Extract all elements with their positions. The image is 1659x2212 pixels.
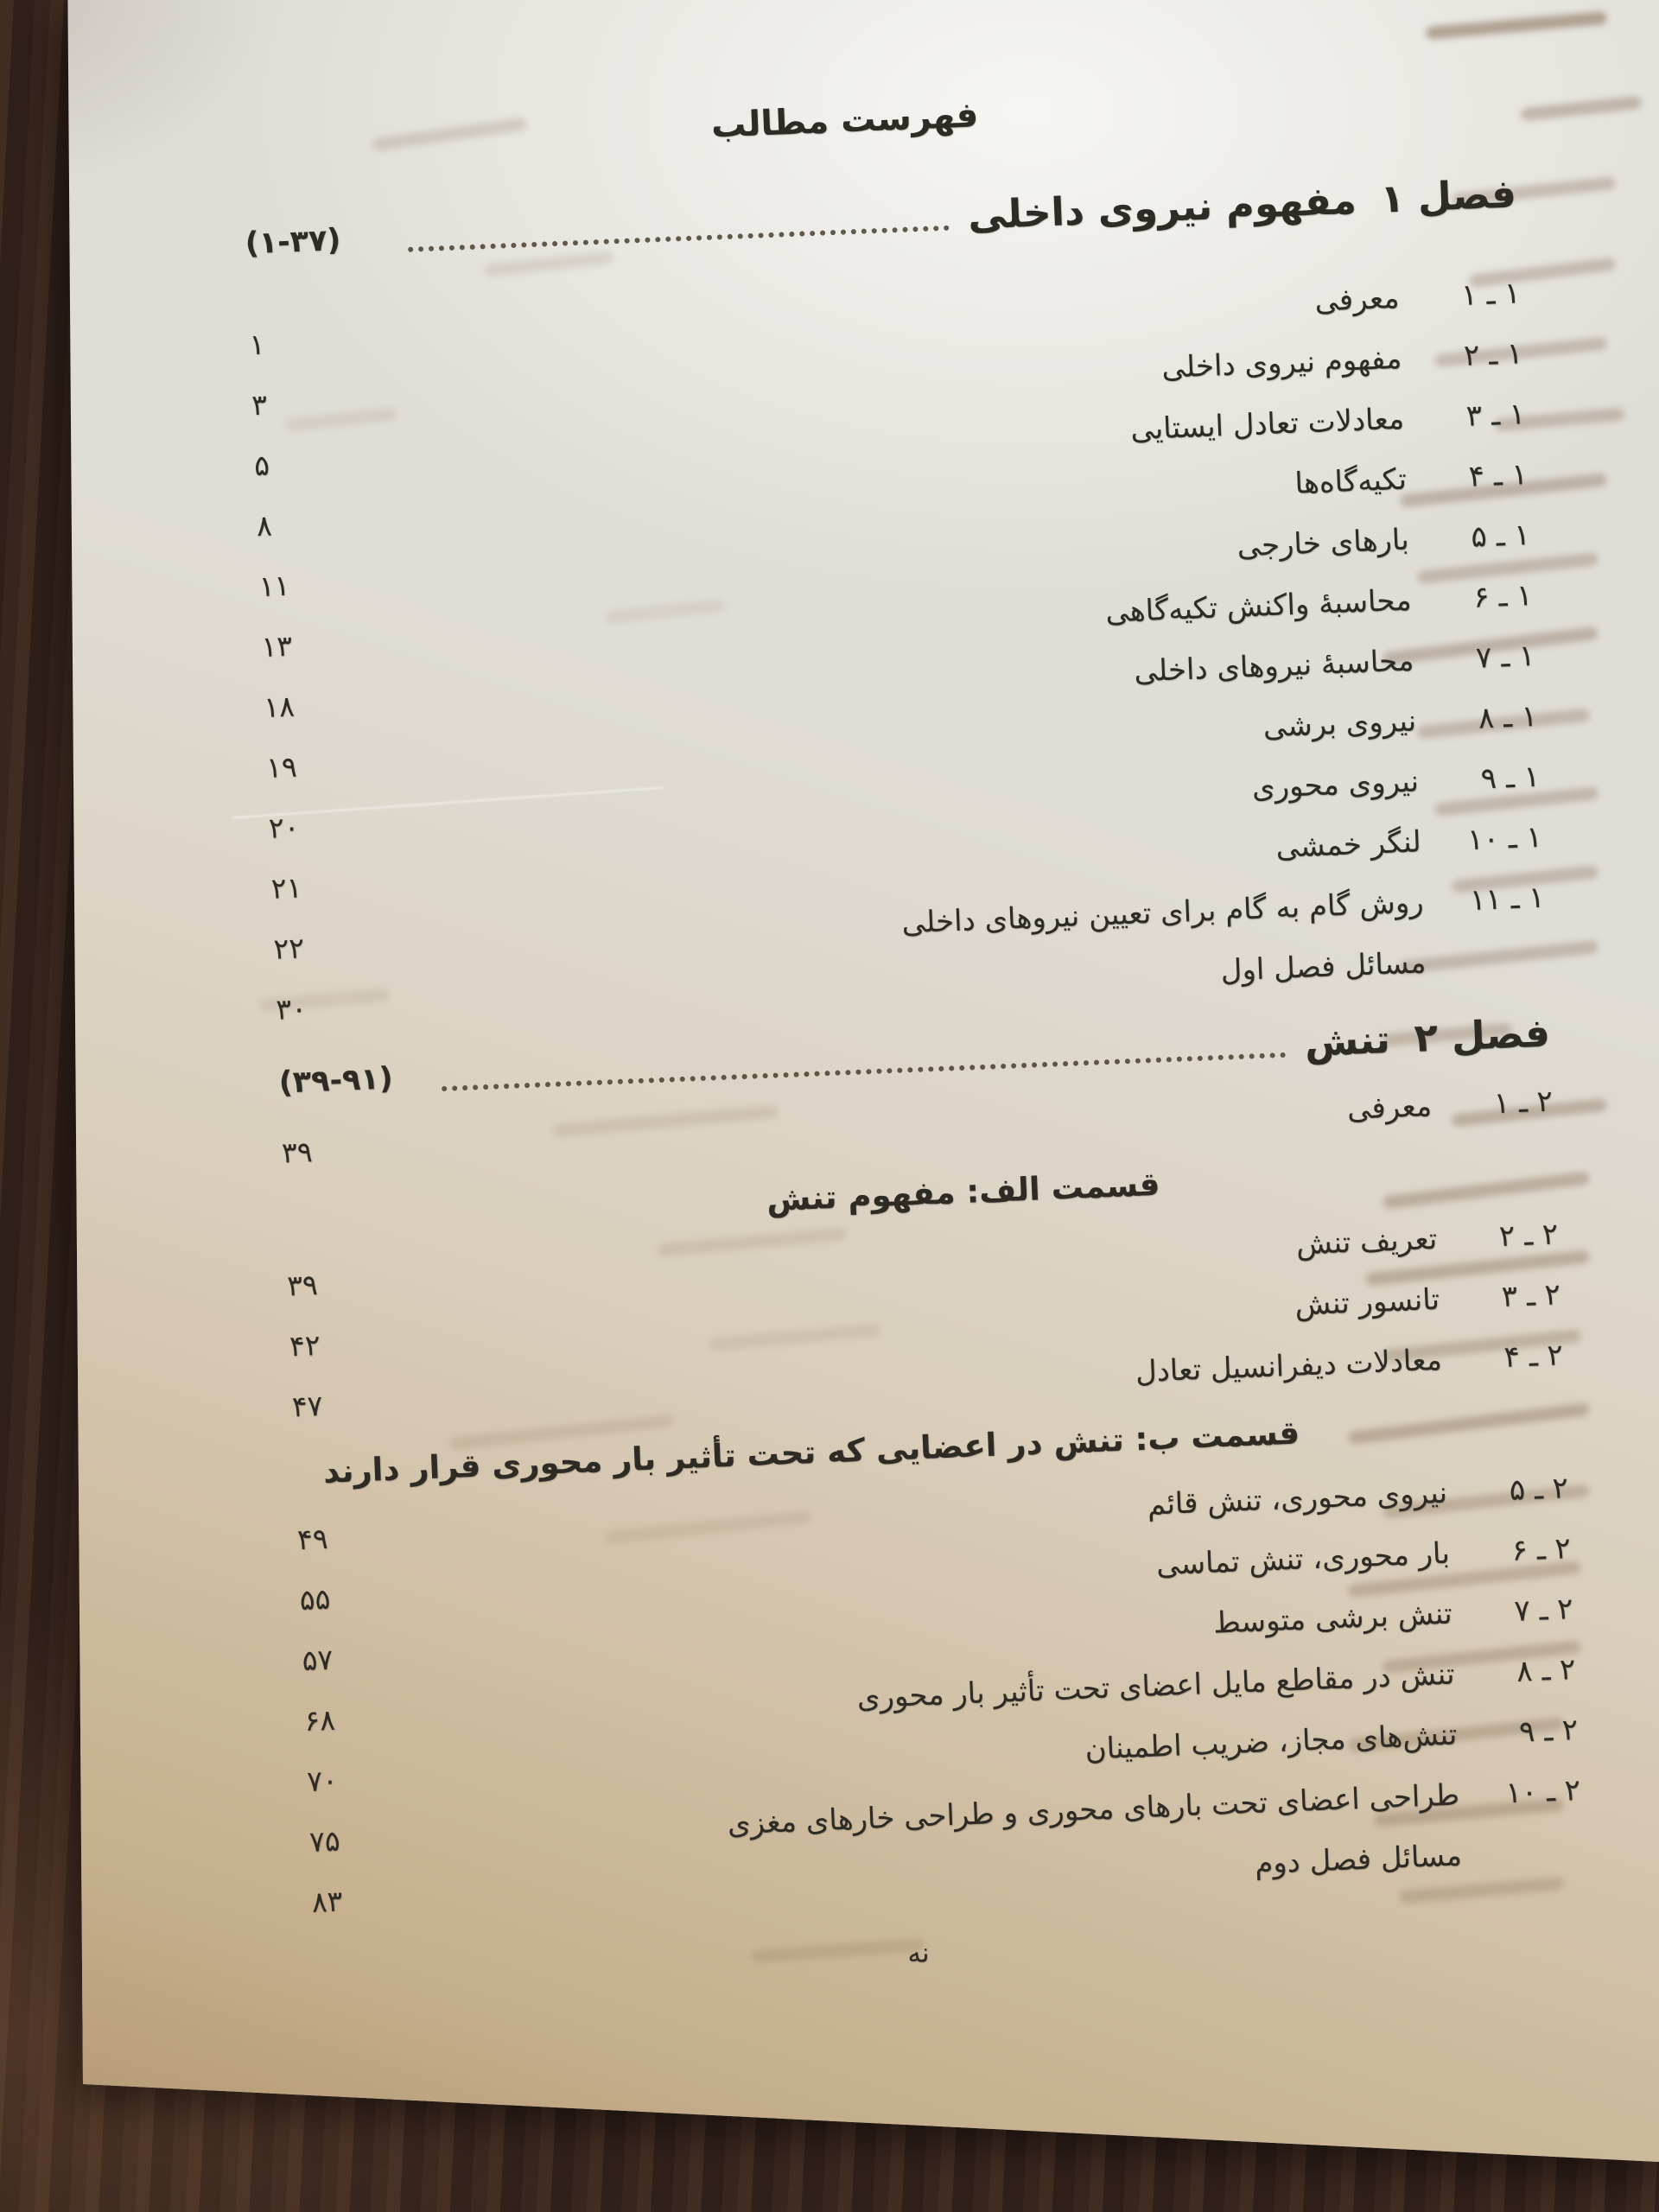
dot-leader xyxy=(441,1018,1287,1091)
item-page-number: ۲۰ xyxy=(268,809,301,845)
row-spacer xyxy=(399,1245,1296,1281)
item-title: نیروی محوری، تنش قائم xyxy=(1146,1475,1448,1522)
item-number: ۱ ـ ۵ xyxy=(1470,518,1531,555)
item-page-number: ۴۷ xyxy=(291,1388,324,1423)
item-number: ۱ ـ ۱۰ xyxy=(1466,819,1543,858)
row-spacer xyxy=(361,302,1314,340)
item-page-number: ۱ xyxy=(248,327,265,361)
item-number: ۱ ـ ۳ xyxy=(1465,397,1526,434)
item-title: نیروی برشی xyxy=(1262,703,1417,745)
item-page-number: ۲۲ xyxy=(272,930,305,966)
item-number: ۱ ـ ۷ xyxy=(1475,638,1535,676)
item-page-number: ۱۹ xyxy=(265,749,298,785)
item-number-empty xyxy=(1443,958,1547,963)
item-title: طراحی اعضای تحت بارهای محوری و طراحی خارهای مغزی xyxy=(727,1777,1460,1842)
item-page-number: ۳ xyxy=(251,387,268,422)
row-spacer xyxy=(422,1824,728,1836)
row-spacer xyxy=(378,728,1263,763)
item-number: ۲ ـ ۱۰ xyxy=(1504,1772,1581,1811)
chapter-title: مفهوم نیروی داخلی xyxy=(967,176,1357,238)
item-title: محاسبهٔ واکنش تکیه‌گاهی xyxy=(1104,582,1413,630)
item-title: بار محوری، تنش تماسی xyxy=(1155,1535,1451,1583)
item-page-number: ۱۳ xyxy=(260,628,293,664)
row-spacer xyxy=(385,924,901,944)
chapter-title: تنش xyxy=(1303,1015,1391,1065)
item-number: ۱ ـ ۱۱ xyxy=(1469,880,1546,918)
toc-row xyxy=(169,154,1528,286)
item-page-number: ۴۹ xyxy=(296,1521,329,1556)
item-page-number: ۳۹ xyxy=(286,1267,319,1302)
item-title: تنش در مقاطع مایل اعضای تحت تأثیر بار محوری xyxy=(856,1656,1456,1716)
row-spacer xyxy=(415,1624,1214,1656)
toc-rows xyxy=(169,154,1594,1935)
item-page-number: ۳۰ xyxy=(275,990,308,1027)
item-number: ۱ ـ ۲ xyxy=(1463,336,1523,373)
item-number: ۲ ـ ۲ xyxy=(1498,1217,1559,1255)
row-spacer xyxy=(366,429,1130,461)
item-page-number: ۳۹ xyxy=(281,1134,314,1170)
row-spacer xyxy=(394,1109,1347,1147)
row-spacer xyxy=(404,1372,1135,1402)
section-subhead: قسمت الف: مفهوم تنش xyxy=(766,1165,1161,1218)
item-number: ۱ ـ ۱ xyxy=(1460,276,1522,313)
row-spacer xyxy=(412,1565,1157,1595)
item-page-number: ۸۳ xyxy=(311,1883,344,1919)
row-spacer xyxy=(376,672,1134,702)
row-spacer xyxy=(410,1505,1147,1535)
item-title: بارهای خارجی xyxy=(1236,522,1410,564)
row-spacer xyxy=(402,1306,1295,1342)
item-title: معرفی xyxy=(1346,1089,1433,1128)
problems-label: مسائل فصل اول xyxy=(1219,945,1427,988)
chapter-page-range: (۱-۳۷) xyxy=(245,222,342,262)
item-number: ۲ ـ ۹ xyxy=(1518,1712,1579,1750)
item-number: ۲ ـ ۵ xyxy=(1508,1471,1569,1508)
item-page-number: ۱۱ xyxy=(257,568,290,603)
item-page-number: ۵ xyxy=(253,448,270,482)
chapter-label: فصل ۱ xyxy=(1379,169,1517,222)
item-page-number: ۸ xyxy=(256,507,273,543)
item-number: ۱ ـ ۴ xyxy=(1467,457,1529,494)
item-number: ۲ ـ ۱ xyxy=(1492,1084,1554,1122)
item-title: تنش‌های مجاز، ضریب اطمینان xyxy=(1084,1717,1458,1767)
item-number: ۲ ـ ۶ xyxy=(1510,1531,1572,1568)
item-title: تکیه‌گاه‌ها xyxy=(1294,461,1408,501)
item-title: معادلات تعادل ایستایی xyxy=(1129,401,1405,448)
item-number: ۲ ـ ۴ xyxy=(1503,1338,1564,1375)
item-page-number: ۵۵ xyxy=(299,1581,332,1617)
item-title: تنش برشی متوسط xyxy=(1212,1596,1453,1641)
item-page-number: ۶۸ xyxy=(303,1702,336,1738)
item-number: ۱ ـ ۹ xyxy=(1479,759,1541,797)
row-spacer xyxy=(384,848,1276,883)
row-spacer xyxy=(364,368,1161,400)
item-title: لنگر خمشی xyxy=(1274,824,1422,866)
item-title: معرفی xyxy=(1313,280,1401,319)
item-title: معادلات دیفرانسیل تعادل xyxy=(1135,1342,1443,1390)
item-page-number: ۷۰ xyxy=(306,1763,339,1798)
item-page-number: ۱۸ xyxy=(263,689,296,724)
section-subhead: قسمت ب: تنش در اعضایی که تحت تأثیر بار محوری قرار دارند xyxy=(322,1414,1300,1491)
row-spacer xyxy=(373,613,1105,642)
chapter-label: فصل ۲ xyxy=(1413,1009,1551,1061)
item-number: ۱ ـ ۸ xyxy=(1478,698,1538,736)
row-spacer xyxy=(424,1864,1255,1897)
table-of-contents xyxy=(165,50,1597,2002)
row-spacer xyxy=(381,788,1252,823)
row-spacer xyxy=(388,971,1220,1005)
item-page-number: ۴۲ xyxy=(289,1327,321,1363)
item-title: تانسور تنش xyxy=(1294,1281,1440,1323)
item-title: نیروی محوری xyxy=(1251,764,1420,806)
problems-label: مسائل فصل دوم xyxy=(1254,1838,1463,1882)
item-page-number: ۷۵ xyxy=(308,1823,341,1859)
chapter-page-range: (۳۹-۹۱) xyxy=(278,1061,394,1101)
page-folio: نه xyxy=(906,1937,931,1970)
dot-leader xyxy=(407,191,950,252)
item-number: ۲ ـ ۳ xyxy=(1500,1277,1561,1315)
item-number-empty xyxy=(1479,1851,1583,1855)
row-spacer xyxy=(416,1698,856,1715)
item-page-number: ۵۷ xyxy=(301,1642,334,1677)
item-title: تعریف تنش xyxy=(1295,1222,1438,1262)
row-spacer xyxy=(372,547,1237,582)
row-spacer xyxy=(419,1750,1085,1777)
page-title: فهرست مطالب xyxy=(710,95,980,146)
item-title: روش گام به گام برای تعیین نیروهای داخلی xyxy=(900,885,1425,941)
item-number: ۲ ـ ۸ xyxy=(1516,1651,1577,1689)
item-page-number: ۲۱ xyxy=(270,869,302,906)
item-title: محاسبهٔ نیروهای داخلی xyxy=(1133,643,1415,690)
item-number: ۲ ـ ۷ xyxy=(1513,1592,1574,1629)
item-number: ۱ ـ ۶ xyxy=(1472,577,1534,615)
item-title: مفهوم نیروی داخلی xyxy=(1160,340,1403,385)
row-spacer xyxy=(369,484,1295,521)
